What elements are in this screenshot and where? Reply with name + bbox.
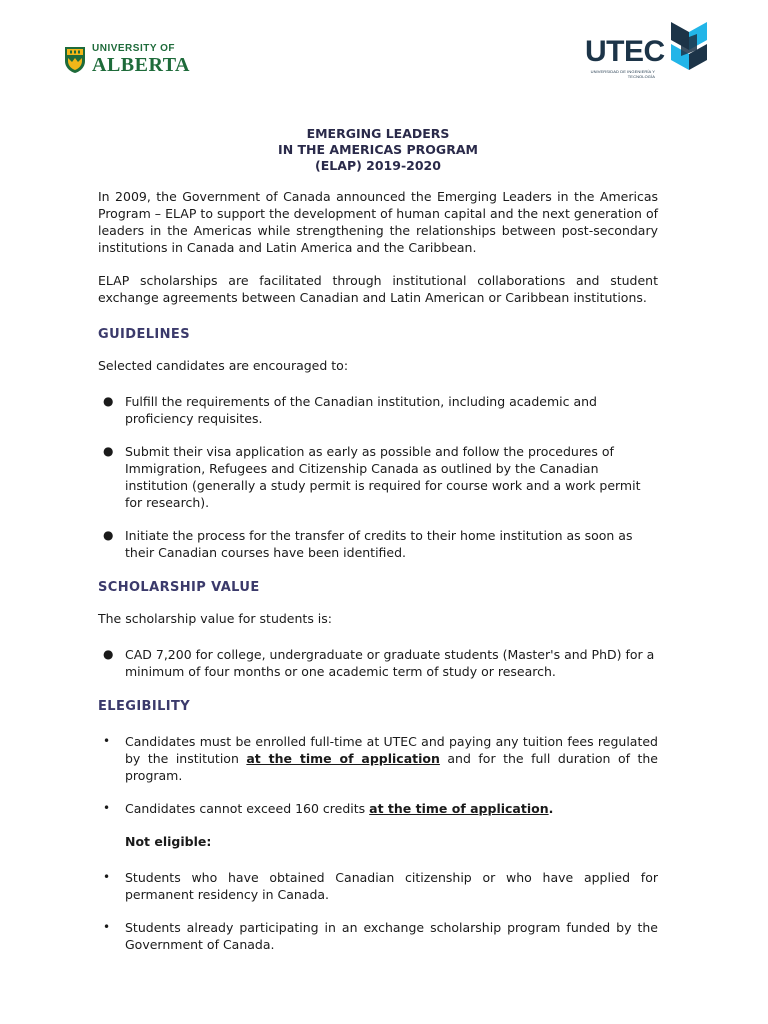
emphasis-time-of-application: at the time of application — [369, 801, 549, 816]
utec-logo-subtitle: UNIVERSIDAD DE INGENIERÍA Y TECNOLOGÍA — [590, 69, 655, 79]
title-line-3: (ELAP) 2019-2020 — [315, 158, 441, 173]
list-item: • Candidates cannot exceed 160 credits at the time of application. — [103, 801, 554, 816]
list-item: • Students who have obtained Canadian citizenship or who have applied for permanent residency in Canada. — [103, 870, 658, 902]
title-line-2: IN THE AMERICAS PROGRAM — [278, 142, 478, 157]
bullet: • — [103, 734, 111, 748]
bullet: • — [103, 920, 111, 934]
title-line-1: EMERGING LEADERS — [306, 126, 450, 141]
scholarship-list — [98, 646, 658, 680]
document-body — [98, 126, 658, 969]
bullet: ● — [103, 647, 114, 661]
guidelines-list — [98, 393, 658, 561]
bullet: ● — [103, 394, 114, 408]
university-of-alberta-logo — [64, 44, 190, 75]
eligibility-heading: ELEGIBILITY — [98, 699, 191, 714]
list-item: ● CAD 7,200 for college, undergraduate or graduate students (Master's and PhD) for a minimum of four months or one academic term of study or research. — [103, 647, 655, 679]
ualberta-logo-line1: UNIVERSITY OF — [92, 43, 175, 54]
intro-paragraph-1: In 2009, the Government of Canada announced the Emerging Leaders in the Americas Program – ELAP to support the development of human capital and the next generation of leaders in the Americas while strengthening the relationships between post-secondary institutions in Canada and Latin America and the Caribbean. — [98, 189, 658, 255]
not-eligible-label: Not eligible: — [125, 834, 212, 849]
guidelines-lead: Selected candidates are encouraged to: — [98, 358, 349, 373]
scholarship-value-heading: SCHOLARSHIP VALUE — [98, 580, 260, 595]
ualberta-logo-line2: ALBERTA — [92, 54, 191, 76]
utec-logo — [585, 20, 711, 79]
list-item: • Students already participating in an exchange scholarship program funded by the Government of Canada. — [103, 920, 658, 952]
bullet: ● — [103, 528, 114, 542]
eligibility-list — [98, 733, 658, 817]
shield-crest-icon — [64, 46, 86, 74]
list-item: • Candidates must be enrolled full-time at UTEC and paying any tuition fees regulated by the institution at the time of application and for the full duration of the program. — [103, 734, 658, 783]
utec-emblem-icon — [667, 20, 711, 72]
document-title — [98, 126, 658, 174]
utec-logo-word: UTEC — [585, 35, 665, 68]
list-item: ● Submit their visa application as early as possible and follow the procedures of Immigration, Refugees and Citizenship Canada as outlined by the Canadian institution (generally a study permit is required for course work and a work permit for research). — [103, 444, 641, 510]
guidelines-heading: GUIDELINES — [98, 327, 190, 342]
list-item: ● Initiate the process for the transfer of credits to their home institution as soon as their Canadian courses have been identified. — [103, 528, 633, 560]
emphasis-time-of-application: at the time of application — [246, 751, 440, 766]
scholarship-lead: The scholarship value for students is: — [98, 611, 333, 626]
not-eligible-list — [98, 869, 658, 953]
intro-paragraph-2: ELAP scholarships are facilitated through institutional collaborations and student exchange agreements between Canadian and Latin American or Caribbean institutions. — [98, 273, 658, 305]
bullet: • — [103, 870, 111, 884]
list-item: ● Fulfill the requirements of the Canadian institution, including academic and proficiency requisites. — [103, 394, 597, 426]
bullet: • — [103, 801, 111, 815]
bullet: ● — [103, 444, 114, 458]
